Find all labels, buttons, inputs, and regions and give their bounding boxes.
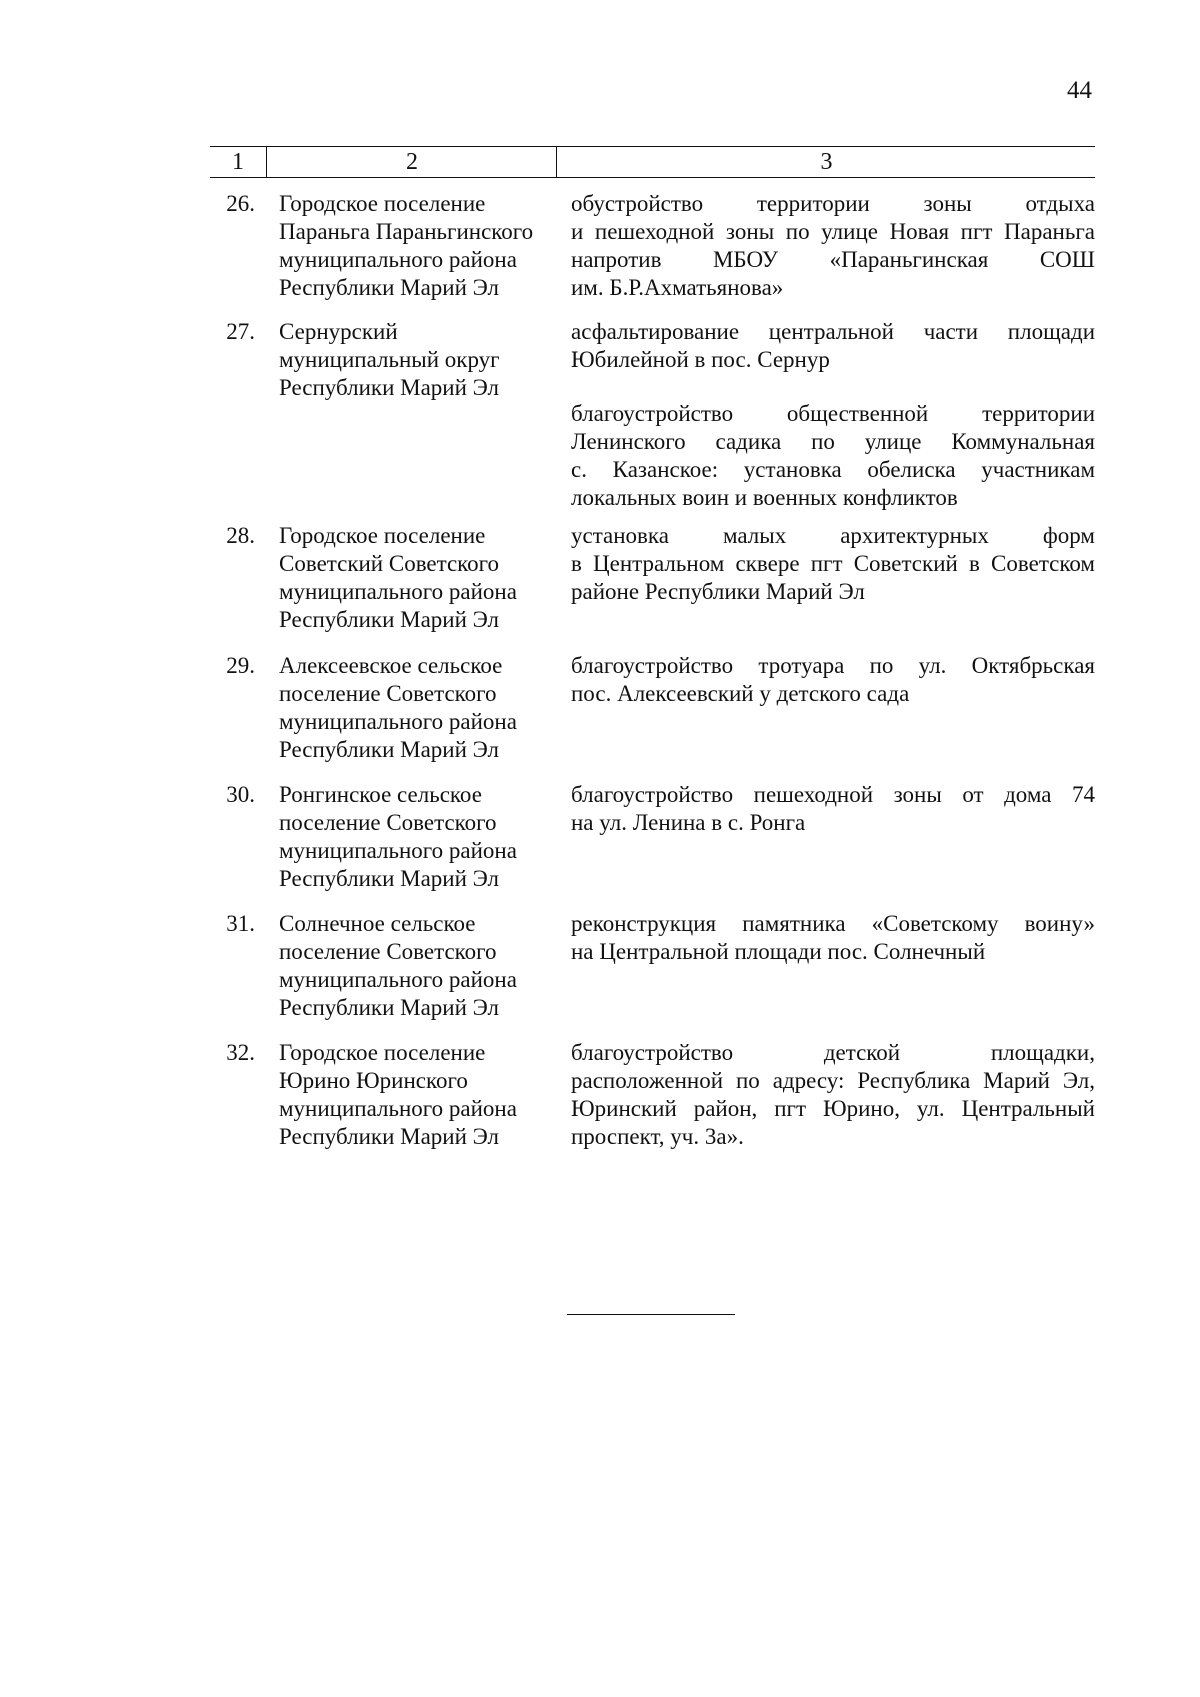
municipality-name-line: муниципального района (279, 838, 517, 863)
table-row (210, 652, 1095, 764)
header-col-3: 3 (556, 147, 1096, 177)
municipality-name-line: Республики Марий Эл (279, 607, 500, 632)
description-line: с. Казанское: установка обелиска участникам (571, 457, 1095, 482)
description-line: им. Б.Р.Ахматьянова» (571, 275, 784, 300)
project-description (571, 522, 1095, 634)
description-paragraph (571, 318, 1095, 374)
project-description (571, 1039, 1095, 1151)
municipality-name-line: муниципального района (279, 967, 517, 992)
municipality-name (279, 1039, 559, 1151)
project-description (571, 781, 1095, 893)
project-description (571, 318, 1095, 512)
description-line: пос. Алексеевский у детского сада (571, 681, 910, 706)
closing-divider (567, 1314, 735, 1315)
project-description (571, 652, 1095, 764)
municipality-name-line: Параньга Параньгинского (279, 219, 534, 244)
municipality-name-line: Республики Марий Эл (279, 866, 500, 891)
municipality-name (279, 522, 559, 634)
description-paragraph (571, 190, 1095, 302)
municipality-name-line: муниципальный округ (279, 347, 500, 372)
municipality-name-line: Городское поселение (279, 191, 486, 216)
table-row (210, 522, 1095, 634)
municipality-name-line: муниципального района (279, 247, 517, 272)
description-line: Юбилейной в пос. Сернур (571, 347, 830, 372)
municipality-name-line: Сернурский (279, 319, 398, 344)
row-number: 26. (226, 191, 255, 216)
header-col-2: 2 (266, 147, 557, 177)
municipality-name-line: Республики Марий Эл (279, 275, 500, 300)
municipality-name-line: поселение Советского (279, 681, 497, 706)
description-paragraph (571, 652, 1095, 708)
table-header (210, 146, 1095, 178)
municipality-name-line: Городское поселение (279, 1040, 486, 1065)
municipality-name (279, 318, 559, 512)
project-description (571, 190, 1095, 302)
row-number: 27. (226, 319, 255, 344)
table-row (210, 781, 1095, 893)
municipality-name (279, 190, 559, 302)
project-description (571, 910, 1095, 1022)
municipality-name-line: Ронгинское сельское (279, 782, 482, 807)
description-line: и пешеходной зоны по улице Новая пгт Параньга (571, 219, 1095, 244)
description-line: благоустройство тротуара по ул. Октябрьская (571, 653, 1095, 678)
municipality-name-line: Юрино Юринского (279, 1068, 468, 1093)
municipality-name-line: Городское поселение (279, 523, 486, 548)
municipality-name-line: поселение Советского (279, 810, 497, 835)
municipality-name-line: Республики Марий Эл (279, 1124, 500, 1149)
description-line: проспект, уч. 3а». (571, 1124, 744, 1149)
description-line: Ленинского садика по улице Коммунальная (571, 429, 1095, 454)
municipality-name-line: Республики Марий Эл (279, 995, 500, 1020)
municipality-name-line: поселение Советского (279, 939, 497, 964)
description-paragraph (571, 781, 1095, 837)
table-row (210, 318, 1095, 512)
description-line: локальных воин и военных конфликтов (571, 485, 958, 510)
description-line: установка малых архитектурных форм (571, 523, 1095, 548)
table-row (210, 190, 1095, 302)
municipality-name-line: Республики Марий Эл (279, 375, 500, 400)
municipality-name-line: Солнечное сельское (279, 911, 476, 936)
municipality-name-line: Советский Советского (279, 551, 500, 576)
row-number: 32. (226, 1040, 255, 1065)
description-line: благоустройство общественной территории (571, 401, 1095, 426)
table-row (210, 910, 1095, 1022)
municipality-name-line: муниципального района (279, 709, 517, 734)
municipality-name-line: муниципального района (279, 579, 517, 604)
municipality-name-line: Республики Марий Эл (279, 737, 500, 762)
description-paragraph (571, 910, 1095, 966)
table-row (210, 1039, 1095, 1151)
description-line: напротив МБОУ «Параньгинская СОШ (571, 247, 1095, 272)
municipality-name (279, 781, 559, 893)
description-line: благоустройство пешеходной зоны от дома 74 (571, 782, 1095, 807)
municipality-name (279, 910, 559, 1022)
municipality-name (279, 652, 559, 764)
description-line: в Центральном сквере пгт Советский в Советском (571, 551, 1095, 576)
description-line: на ул. Ленина в с. Ронга (571, 810, 806, 835)
description-line: расположенной по адресу: Республика Марий Эл, (571, 1068, 1095, 1093)
municipality-name-line: Алексеевское сельское (279, 653, 503, 678)
row-number: 30. (226, 782, 255, 807)
description-paragraph (571, 1039, 1095, 1151)
description-line: благоустройство детской площадки, (571, 1040, 1095, 1065)
row-number: 31. (226, 911, 255, 936)
description-paragraph (571, 400, 1095, 512)
description-line: асфальтирование центральной части площади (571, 319, 1095, 344)
page-number: 44 (1067, 77, 1092, 104)
description-line: районе Республики Марий Эл (571, 579, 865, 604)
row-number: 28. (226, 523, 255, 548)
description-line: на Центральной площади пос. Солнечный (571, 939, 986, 964)
description-line: обустройство территории зоны отдыха (571, 191, 1095, 216)
header-col-1: 1 (232, 149, 244, 175)
description-line: Юринский район, пгт Юрино, ул. Центральный (571, 1096, 1095, 1121)
row-number: 29. (226, 653, 255, 678)
description-paragraph (571, 522, 1095, 606)
description-line: реконструкция памятника «Советскому воину» (571, 911, 1095, 936)
municipality-name-line: муниципального района (279, 1096, 517, 1121)
